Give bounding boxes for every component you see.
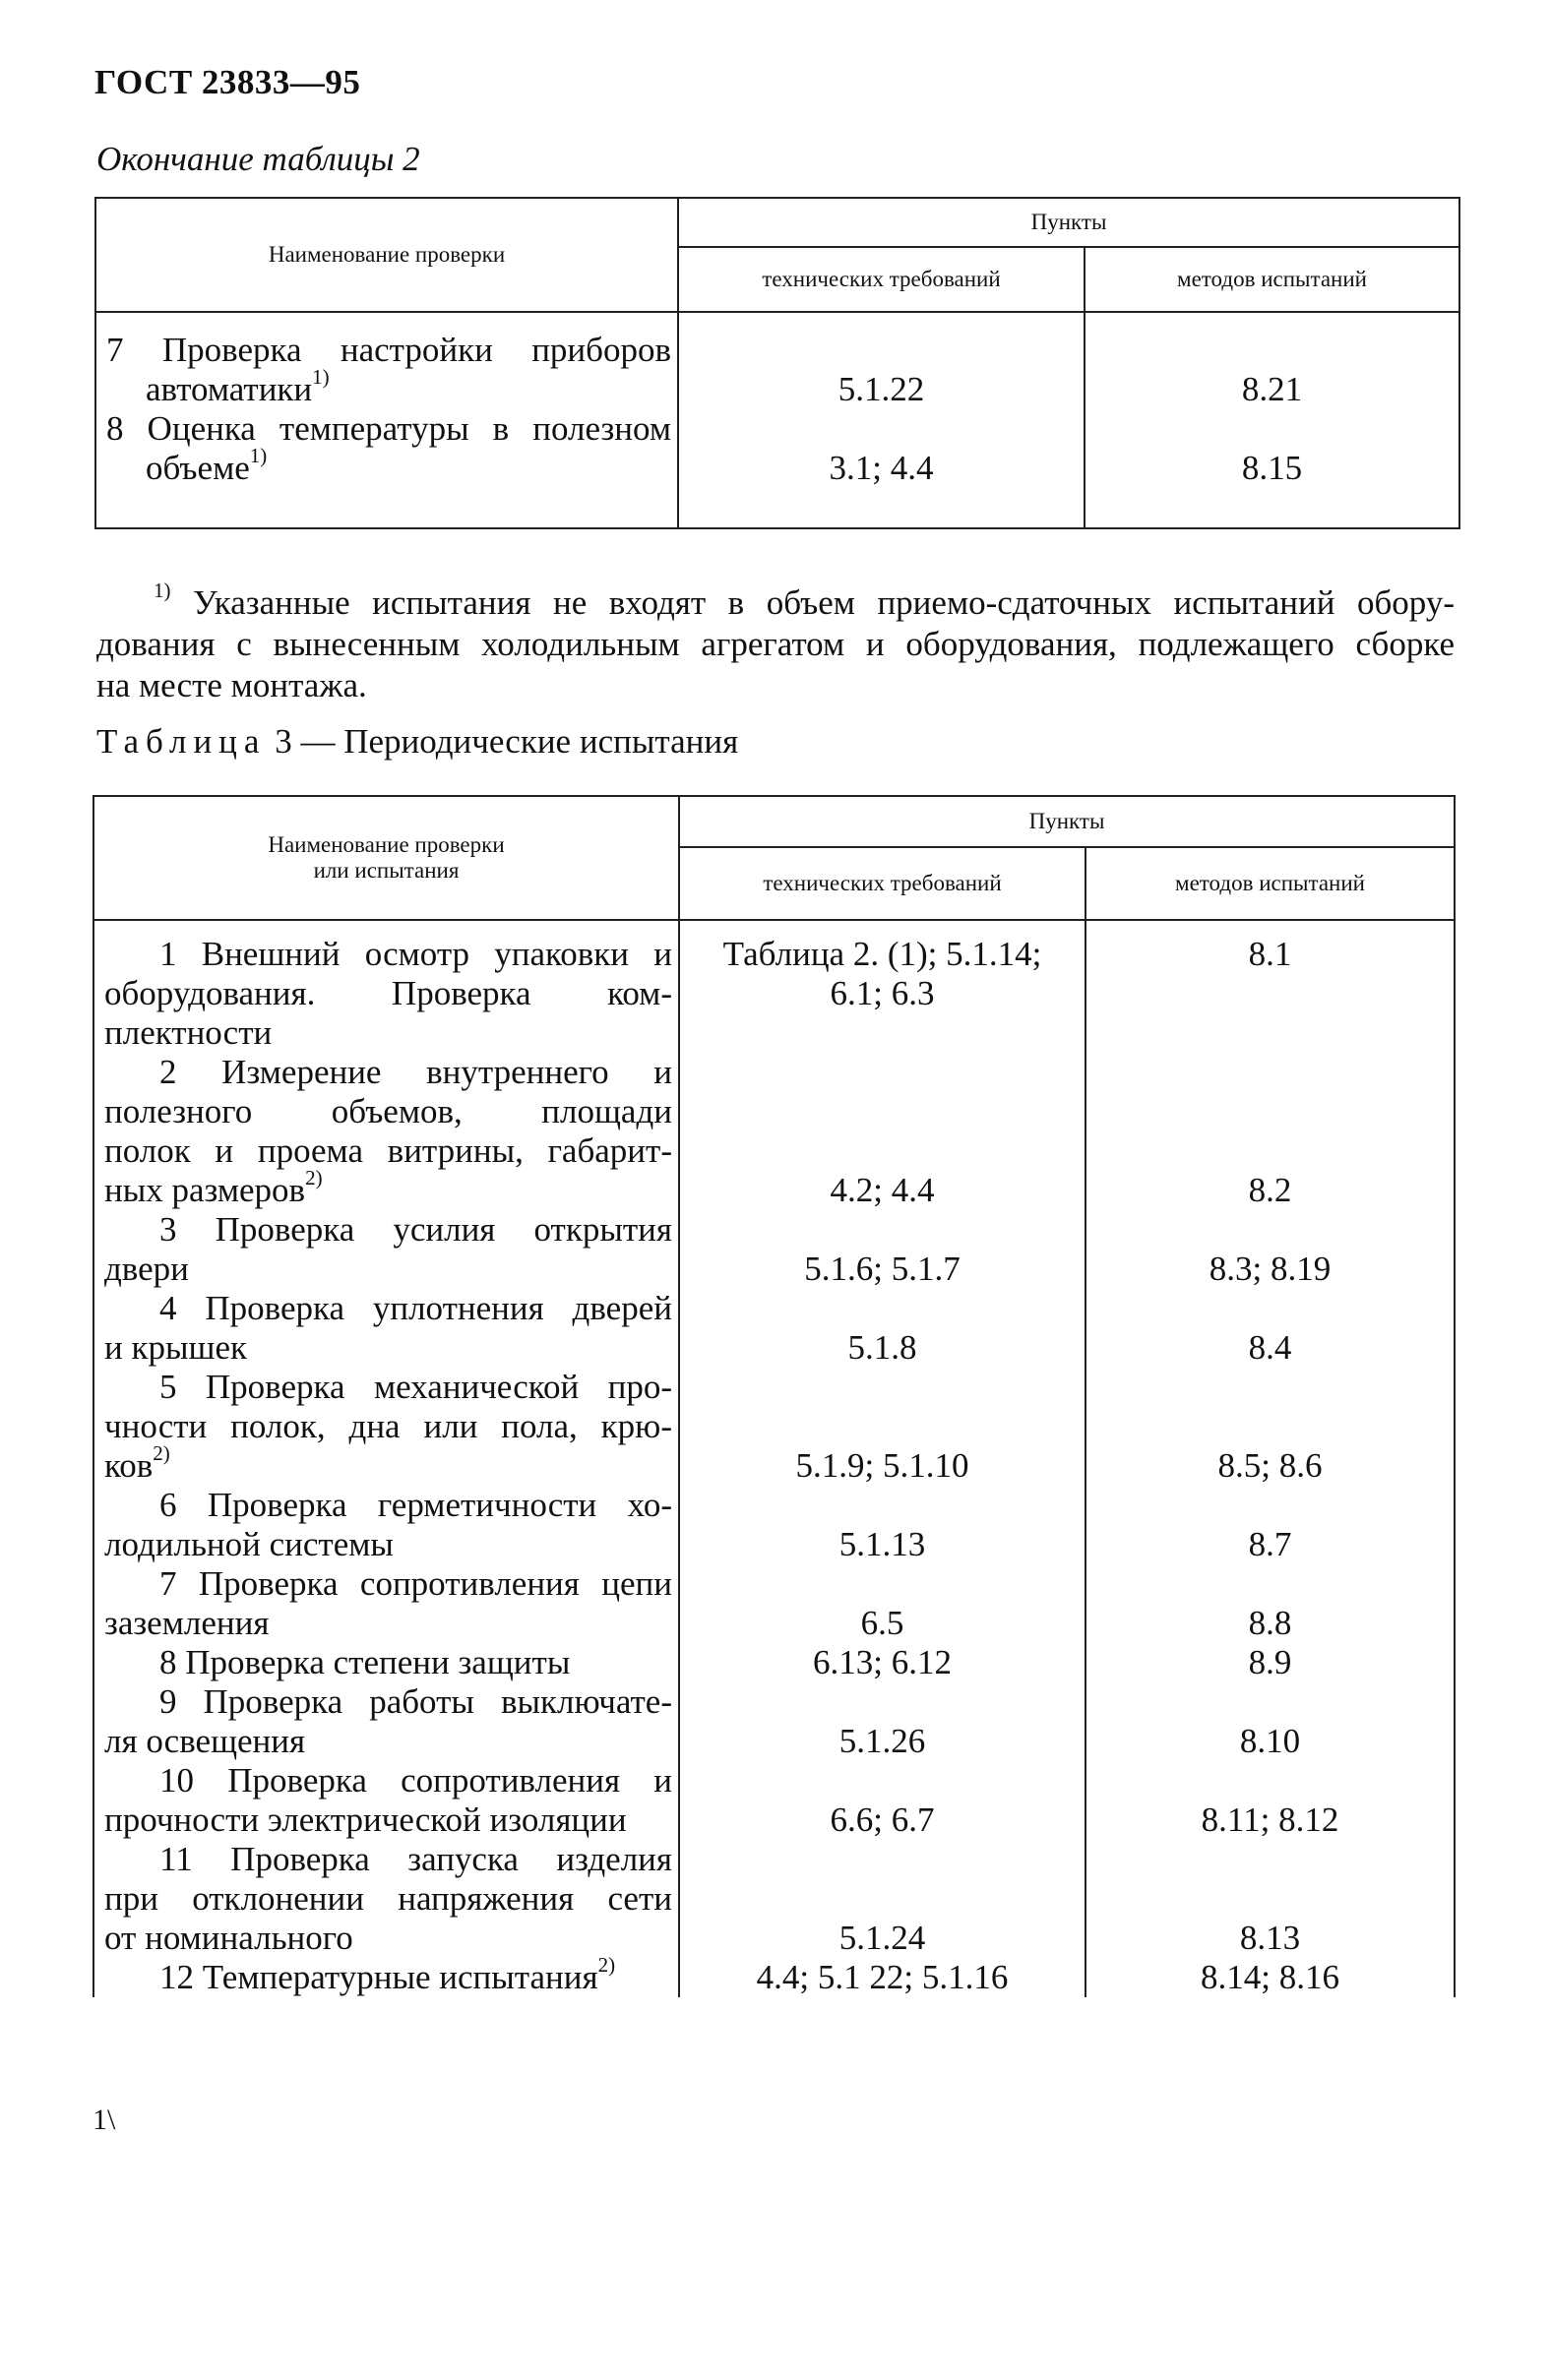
document-header: ГОСТ 23833—95 — [94, 63, 361, 101]
table-cell: 6.6; 6.7 — [830, 1800, 935, 1839]
col-header-tech: технических требований — [679, 847, 1086, 920]
table-row-name — [104, 1840, 672, 1879]
table-cell — [680, 1486, 1085, 1525]
col-header-tech: технических требований — [678, 247, 1085, 312]
footnote-ref: 1) — [312, 365, 330, 390]
table-cell — [1086, 1013, 1454, 1053]
col-header-methods: методов испытаний — [1086, 847, 1455, 920]
table2-caption: Окончание таблицы 2 — [96, 140, 420, 178]
footnote-ref: 2) — [305, 1166, 323, 1190]
table-row-name-text: 2 Измерение внутреннего и — [159, 1053, 672, 1091]
table-cell: 8.11; 8.12 — [1201, 1800, 1339, 1839]
table-cell — [1086, 1486, 1454, 1525]
table-cell — [1086, 1564, 1454, 1604]
table-cell — [1086, 1682, 1454, 1722]
table-cell: 8.15 — [1241, 449, 1303, 487]
table-row-name-text: 3 Проверка усилия открытия — [159, 1210, 672, 1249]
table3-methods — [1086, 920, 1455, 1997]
table-cell: 5.1.24 — [838, 1919, 926, 1957]
table-row-name-text: 7 Проверка сопротивления цепи — [159, 1564, 672, 1603]
table3-title-rest: 3 — Периодические испытания — [275, 722, 739, 761]
footnote — [96, 579, 1456, 706]
table-row-name-text: лодильной системы — [104, 1525, 394, 1563]
table-row-name-text: оборудования. Проверка ком- — [104, 974, 672, 1012]
footnote-ref: 2) — [597, 1953, 616, 1978]
table-cell — [680, 1092, 1085, 1131]
table2-names — [95, 312, 678, 528]
table3-tech — [679, 920, 1086, 1997]
col-header-name-l1: Наименование проверки — [268, 832, 505, 857]
table-cell — [680, 1053, 1085, 1092]
table-row-name-cont — [104, 1407, 672, 1446]
table-row-name-text: 5 Проверка механической про- — [159, 1368, 672, 1406]
table-cell: 6.5 — [860, 1604, 904, 1642]
table-cell — [1086, 1092, 1454, 1131]
table-cell: 5.1.22 — [838, 370, 925, 408]
table-row-name-cont — [104, 1919, 672, 1958]
table-row-name — [104, 1564, 672, 1604]
table-cell: 5.1.26 — [838, 1722, 926, 1760]
table-cell — [680, 1564, 1085, 1604]
table-row-name-text: при отклонении напряжения сети — [104, 1879, 672, 1918]
page-number: 1\ — [93, 2104, 116, 2136]
table-row-name: 8 Оценка температуры в полезном — [106, 409, 671, 448]
table3-names — [93, 920, 679, 1997]
col-header-name — [93, 796, 679, 920]
table-row-name-text: заземления — [104, 1604, 270, 1642]
table-cell: 8.5; 8.6 — [1217, 1446, 1323, 1485]
table-row-name-text: двери — [104, 1250, 189, 1288]
footnote-ref: 1) — [249, 444, 268, 468]
table-cell: 8.7 — [1248, 1525, 1292, 1563]
table-row-name-text: 10 Проверка сопротивления и — [159, 1761, 672, 1800]
table-cell — [680, 1013, 1085, 1053]
table-cell: 5.1.6; 5.1.7 — [804, 1250, 961, 1288]
table-row-name-cont — [104, 1441, 672, 1486]
table-row-name — [104, 1289, 672, 1328]
table-row-name-text: и крышек — [104, 1328, 247, 1367]
table-row-name-text: прочности электрической изоляции — [104, 1800, 627, 1839]
table-row-name — [104, 1643, 672, 1682]
table-cell: 4.4; 5.1 22; 5.1.16 — [756, 1958, 1009, 1996]
footnote-line2: дования с вынесенным холодильным агрегатом и оборудования, подлежащего сборке — [96, 625, 1455, 663]
table-cell: 8.2 — [1248, 1171, 1292, 1209]
table-row-name-text: 6 Проверка герметичности хо- — [159, 1486, 672, 1524]
table-row-name-text: 4 Проверка уплотнения дверей — [159, 1289, 672, 1327]
table-row-name-cont — [104, 1092, 672, 1131]
table-cell: 8.1 — [1248, 935, 1292, 973]
table-row-name-text: 12 Температурные испытания — [159, 1958, 598, 1996]
table-cell — [1086, 1289, 1454, 1328]
col-header-methods: методов испытаний — [1085, 247, 1459, 312]
table-cell: 6.13; 6.12 — [813, 1643, 952, 1681]
table-3 — [93, 795, 1456, 1997]
table-row-name — [104, 1053, 672, 1092]
col-header-name-l2: или испытания — [313, 858, 460, 883]
table-row-name-text: ля освещения — [104, 1722, 306, 1760]
table-cell — [1086, 1761, 1454, 1800]
table-cell — [1086, 1368, 1454, 1407]
table2-tech — [678, 312, 1085, 528]
col-header-name: Наименование проверки — [95, 198, 678, 312]
table-cell — [1086, 1210, 1454, 1250]
table-cell — [680, 1840, 1085, 1879]
table-row-name-cont: автоматики — [146, 370, 313, 408]
table-row-name-text: 1 Внешний осмотр упаковки и — [159, 935, 672, 973]
table-row-name-text: 11 Проверка запуска изделия — [159, 1840, 672, 1878]
table-row-name-cont — [104, 1250, 672, 1289]
table-row-name — [104, 1368, 672, 1407]
table-cell: 8.21 — [1241, 370, 1303, 408]
table-cell: 8.13 — [1239, 1919, 1301, 1957]
footnote-mark: 1) — [154, 579, 171, 603]
table-row-name: 7 Проверка настройки приборов — [106, 331, 671, 369]
table-row-name-cont — [104, 1525, 672, 1564]
table-cell — [680, 1407, 1085, 1446]
table-row-name-text: от номинального — [104, 1919, 353, 1957]
table-cell — [1086, 1131, 1454, 1171]
table-row-name — [104, 1486, 672, 1525]
table-row-name-cont — [104, 974, 672, 1013]
footnote-text: Указанные испытания не входят в объем приемо-сдаточных испытаний обору- — [193, 583, 1456, 622]
table-cell: 8.14; 8.16 — [1201, 1958, 1339, 1996]
table3-title — [96, 722, 738, 762]
table-row-name-cont — [104, 1013, 672, 1053]
table-2 — [94, 197, 1460, 529]
table-cell — [680, 1289, 1085, 1328]
table-row-name-cont — [104, 1879, 672, 1919]
table-row-name-text: ных размеров — [104, 1171, 306, 1209]
table2-methods — [1085, 312, 1459, 528]
table-row-name-cont — [104, 1722, 672, 1761]
col-header-group: Пункты — [679, 796, 1455, 847]
table-cell: 5.1.13 — [838, 1525, 926, 1563]
table3-title-word: Таблица — [96, 722, 267, 761]
table-cell — [680, 1879, 1085, 1919]
table-cell — [680, 1131, 1085, 1171]
table-cell: 8.8 — [1248, 1604, 1292, 1642]
table-cell — [1086, 1407, 1454, 1446]
table-row-name-text: 8 Проверка степени защиты — [159, 1643, 571, 1681]
table-row-name-text: полезного объемов, площади — [104, 1092, 672, 1130]
table-row-name-cont — [104, 1328, 672, 1368]
table-row-name — [104, 1953, 672, 1997]
table-cell: 8.9 — [1248, 1643, 1292, 1681]
table-cell: Таблица 2. (1); 5.1.14; — [722, 935, 1042, 973]
footnote-ref: 2) — [153, 1441, 170, 1466]
table-row-name — [104, 1761, 672, 1800]
table-cell: 5.1.9; 5.1.10 — [795, 1446, 969, 1485]
table-cell — [1086, 974, 1454, 1013]
table-row-name-text: полок и проема витрины, габарит- — [104, 1131, 672, 1170]
table-row-name — [104, 935, 672, 974]
table-cell — [1086, 1053, 1454, 1092]
table-cell: 5.1.8 — [847, 1328, 917, 1367]
col-header-group: Пункты — [678, 198, 1459, 247]
table-cell — [680, 1682, 1085, 1722]
table-row-name-cont — [104, 1604, 672, 1643]
table-row-name — [104, 1682, 672, 1722]
table-cell: 3.1; 4.4 — [829, 449, 934, 487]
table-cell — [680, 1210, 1085, 1250]
table-row-name-text: ков — [104, 1446, 154, 1485]
table-cell: 6.1; 6.3 — [830, 974, 935, 1012]
table-cell — [1086, 1879, 1454, 1919]
table-row-name — [104, 1210, 672, 1250]
table-cell — [680, 1761, 1085, 1800]
table-cell: 8.10 — [1239, 1722, 1301, 1760]
table-row-name-cont — [104, 1131, 672, 1171]
table-row-name-text: плектности — [104, 1013, 273, 1052]
table-row-name-cont — [104, 1166, 672, 1210]
table-row-name-cont: объеме — [146, 449, 250, 487]
table-cell — [680, 1368, 1085, 1407]
table-cell: 8.3; 8.19 — [1209, 1250, 1332, 1288]
table-cell — [1086, 1840, 1454, 1879]
table-cell: 4.2; 4.4 — [830, 1171, 935, 1209]
table-row-name-text: 9 Проверка работы выключате- — [159, 1682, 672, 1721]
table-row-name-text: чности полок, дна или пола, крю- — [104, 1407, 672, 1445]
table-cell: 8.4 — [1248, 1328, 1292, 1367]
table-row-name-cont — [104, 1800, 672, 1840]
footnote-line3: на месте монтажа. — [96, 666, 367, 704]
